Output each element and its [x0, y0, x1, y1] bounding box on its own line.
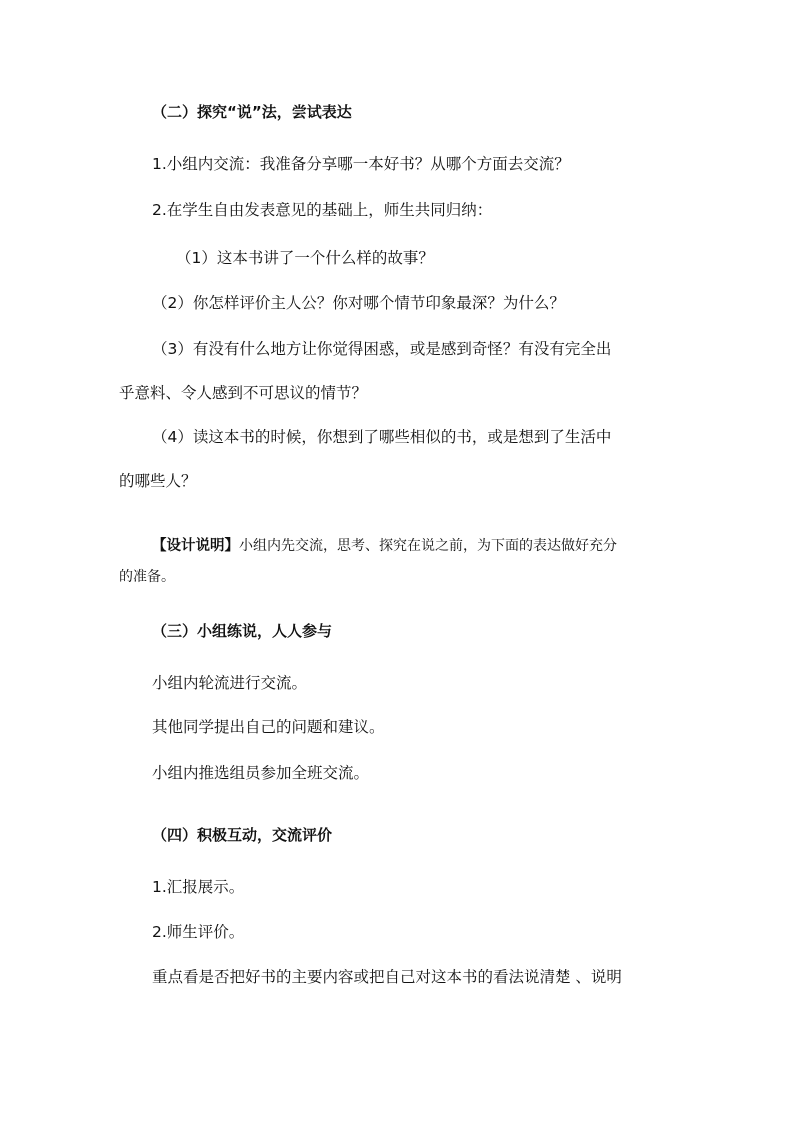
section4-heading: （四）积极互动，交流评价	[152, 826, 333, 844]
design-note-text: 小组内先交流，思考、探究在说之前，为下面的表达做好充分	[239, 538, 617, 554]
section4-p1: 重点看是否把好书的主要内容或把自己对这本书的看法说清楚 、说明	[152, 968, 622, 986]
section2-heading: （二）探究“说”法，尝试表达	[152, 103, 352, 121]
section3-p1: 小组内轮流进行交流。	[152, 674, 308, 692]
question-3-line2: 乎意料、令人感到不可思议的情节？	[119, 384, 368, 402]
section2-item1: 1.小组内交流：我准备分享哪一本好书？从哪个方面去交流？	[152, 155, 570, 173]
section3-heading: （三）小组练说，人人参与	[152, 622, 333, 640]
question-2: （2）你怎样评价主人公？你对哪个情节印象最深？为什么？	[152, 294, 565, 312]
question-4-line2: 的哪些人？	[119, 472, 197, 490]
question-4-line1: （4）读这本书的时候，你想到了哪些相似的书，或是想到了生活中	[152, 428, 612, 446]
question-1: （1）这本书讲了一个什么样的故事？	[176, 249, 434, 267]
design-note-label: 【设计说明】	[152, 538, 239, 554]
design-note-line1	[152, 535, 617, 557]
section4-item1: 1.汇报展示。	[152, 878, 245, 896]
section3-p3: 小组内推选组员参加全班交流。	[152, 764, 370, 782]
design-note-line2: 的准备。	[119, 569, 175, 585]
question-3-line1: （3）有没有什么地方让你觉得困惑，或是感到奇怪？有没有完全出	[152, 340, 612, 358]
section3-p2: 其他同学提出自己的问题和建议。	[152, 718, 385, 736]
section2-item2: 2.在学生自由发表意见的基础上，师生共同归纳：	[152, 201, 493, 219]
section4-item2: 2.师生评价。	[152, 923, 245, 941]
